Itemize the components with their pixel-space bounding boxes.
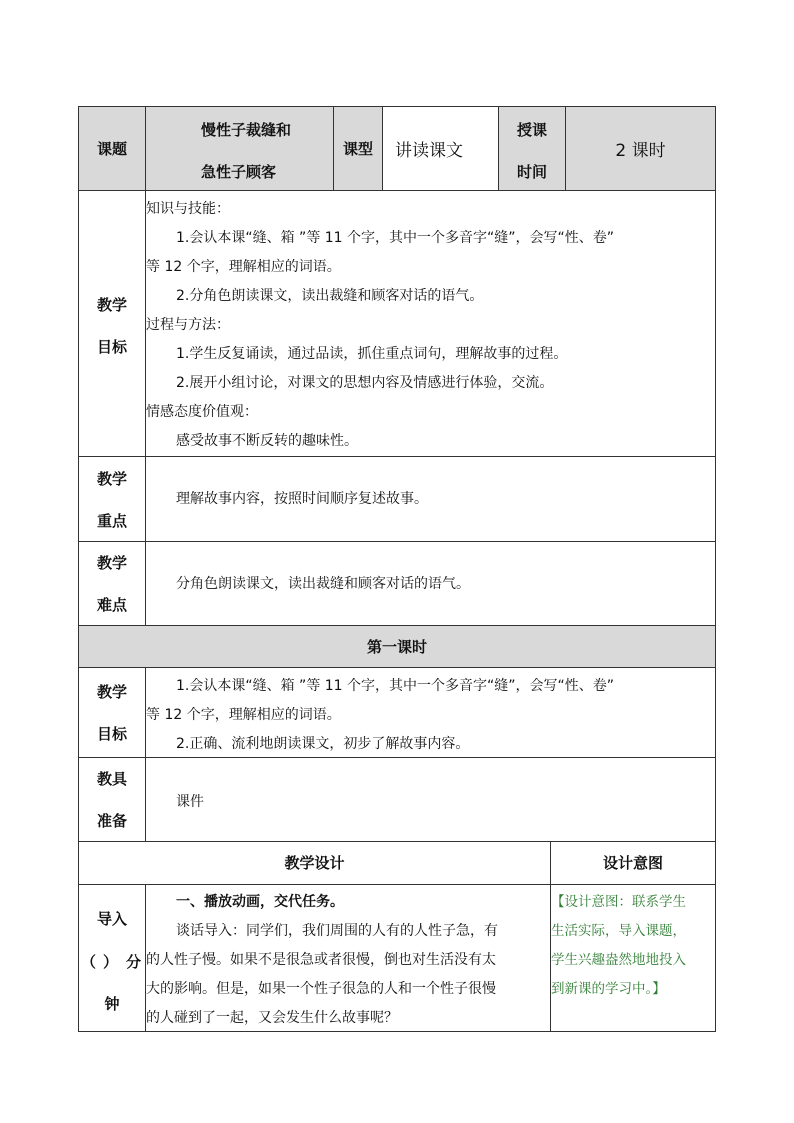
goals-heading-knowledge: 知识与技能：	[146, 201, 230, 217]
intro-label-cell	[78, 884, 146, 1032]
goals-line: 1.学生反复诵读，通过品读，抓住重点词句，理解故事的过程。	[176, 346, 568, 362]
intent-line: 【设计意图：联系学生	[551, 894, 686, 910]
tools-label-1: 教具	[96, 770, 127, 788]
key-points-label-1: 教学	[96, 470, 127, 488]
type-label: 课型	[342, 139, 373, 158]
difficulties-text: 分角色朗读课文，读出裁缝和顾客对话的语气。	[176, 576, 470, 592]
intro-label-minute: 分	[126, 953, 142, 971]
goals-heading-process: 过程与方法：	[146, 317, 230, 333]
intent-line: 到新课的学习中。】	[551, 981, 666, 997]
type-value: 讲读课文	[395, 141, 463, 161]
intro-label-paren-close: ）	[103, 953, 119, 971]
difficulties-label-2: 难点	[96, 596, 127, 614]
time-value-cell	[565, 106, 716, 191]
intro-section-title: 一、播放动画，交代任务。	[176, 894, 344, 910]
lesson-title: 第一课时	[366, 637, 427, 656]
tools-text: 课件	[176, 794, 204, 810]
intent-content-cell	[550, 884, 716, 1032]
topic-label-cell	[78, 106, 146, 191]
lesson-goals-line: 等 12 个字，理解相应的词语。	[146, 707, 341, 723]
tools-label-2: 准备	[96, 812, 127, 830]
goals-line: 2.分角色朗读课文，读出裁缝和顾客对话的语气。	[176, 288, 484, 304]
topic-label: 课题	[96, 139, 127, 158]
topic-value-cell	[145, 106, 334, 191]
intent-line: 生活实际，导入课题，	[551, 923, 686, 939]
topic-line-1: 慢性子裁缝和	[201, 121, 292, 139]
intro-content-cell	[145, 884, 551, 1032]
goals-label-1: 教学	[96, 296, 127, 314]
lesson-goals-content-cell	[145, 667, 716, 758]
intro-body-line: 大的影响。但是，如果一个性子很急的人和一个性子很慢	[146, 981, 496, 997]
goals-line: 2.展开小组讨论，对课文的思想内容及情感进行体验，交流。	[176, 375, 554, 391]
key-points-content-cell	[145, 456, 716, 542]
lesson-goals-line: 2.正确、流利地朗读课文，初步了解故事内容。	[176, 736, 470, 752]
difficulties-label-cell	[78, 541, 146, 626]
difficulties-label-1: 教学	[96, 554, 127, 572]
key-points-label-2: 重点	[96, 512, 127, 530]
goals-label-2: 目标	[96, 338, 127, 356]
lesson-goals-label-1: 教学	[96, 683, 127, 701]
intro-body-line: 谈话导入：同学们，我们周围的人有的人性子急，有	[176, 923, 498, 939]
key-points-label-cell	[78, 456, 146, 542]
intro-body-line: 的人性子慢。如果不是很急或者很慢，倒也对生活没有太	[146, 952, 496, 968]
lesson-goals-label-2: 目标	[96, 725, 127, 743]
time-label-1: 授课	[517, 121, 548, 139]
intent-line: 学生兴趣盎然地地投入	[551, 952, 686, 968]
intro-body-line: 的人碰到了一起，又会发生什么故事呢？	[146, 1010, 398, 1026]
design-header-cell	[78, 841, 551, 885]
intro-label-1: 导入	[96, 910, 127, 928]
goals-line: 感受故事不断反转的趣味性。	[176, 433, 358, 449]
tools-label-cell	[78, 757, 146, 842]
difficulties-content-cell	[145, 541, 716, 626]
type-value-cell	[382, 106, 499, 191]
lesson-title-cell	[78, 625, 716, 668]
type-label-cell	[333, 106, 383, 191]
tools-content-cell	[145, 757, 716, 842]
goals-content-cell	[145, 190, 716, 457]
goals-line: 1.会认本课“缝、箱 ”等 11 个字，其中一个多音字“缝”，会写“性、卷”	[176, 230, 615, 246]
intent-header-cell	[550, 841, 716, 885]
time-value: 2 课时	[615, 141, 666, 161]
time-label-2: 时间	[517, 163, 548, 181]
intro-label-3: 钟	[104, 995, 120, 1013]
goals-heading-emotion: 情感态度价值观：	[146, 404, 258, 420]
time-label-cell	[498, 106, 566, 191]
topic-line-2: 急性子顾客	[201, 163, 277, 181]
goals-line: 等 12 个字，理解相应的词语。	[146, 259, 341, 275]
intro-label-paren-open: （	[81, 953, 97, 971]
lesson-goals-line: 1.会认本课“缝、箱 ”等 11 个字，其中一个多音字“缝”，会写“性、卷”	[176, 678, 615, 694]
goals-label-cell	[78, 190, 146, 457]
intent-header: 设计意图	[602, 854, 663, 872]
design-header: 教学设计	[284, 854, 345, 872]
lesson-goals-label-cell	[78, 667, 146, 758]
key-points-text: 理解故事内容，按照时间顺序复述故事。	[176, 491, 428, 507]
